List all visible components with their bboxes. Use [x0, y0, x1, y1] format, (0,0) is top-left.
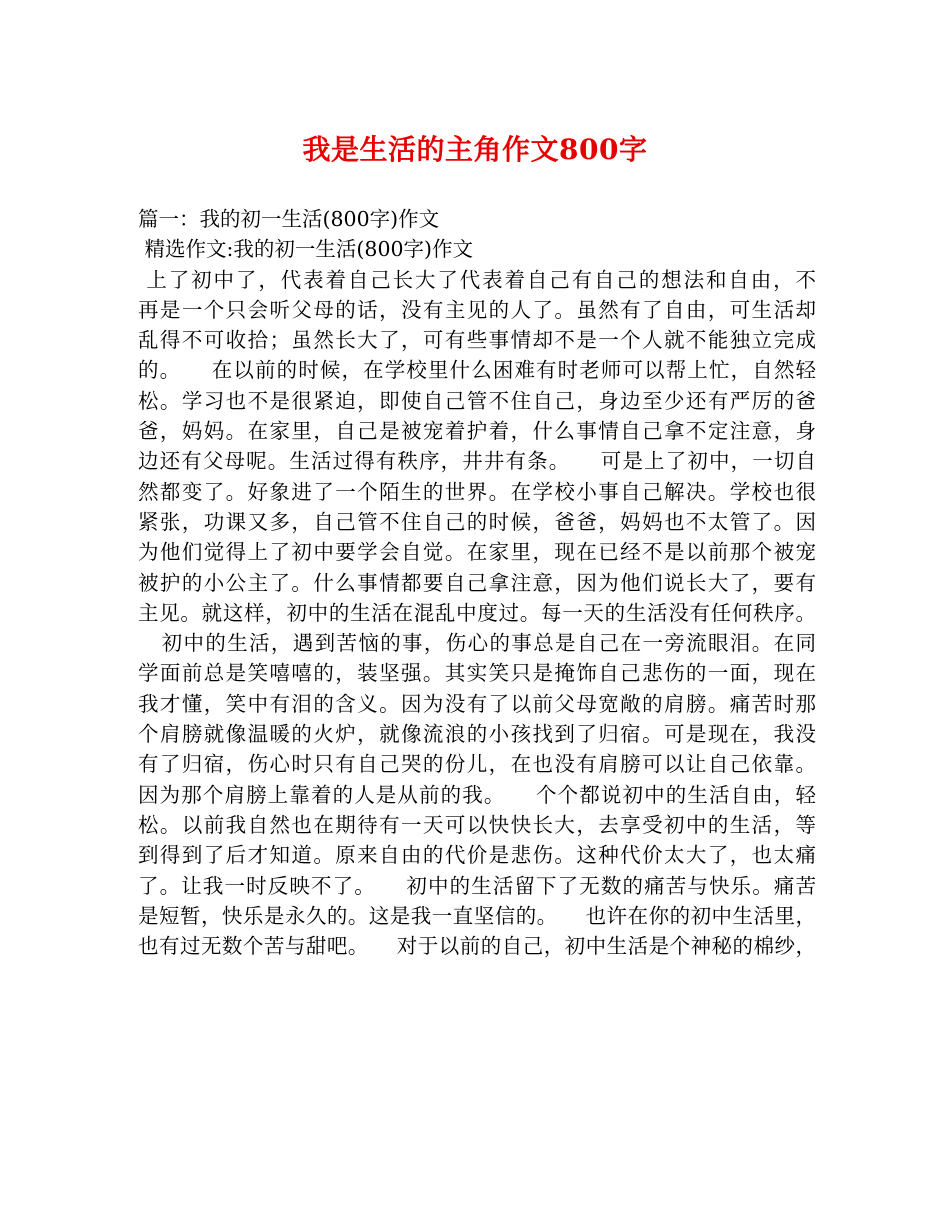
body-line: 学面前总是笑嘻嘻的，装坚强。其实笑只是掩饰自己悲伤的一面，现在 — [138, 661, 816, 686]
body-line: 被护的小公主了。什么事情都要自己拿注意，因为他们说长大了，要有 — [138, 570, 816, 595]
document-title: 我是生活的主角作文800字 — [302, 133, 648, 166]
body-line: 紧张，功课又多，自己管不住自己的时候，爸爸，妈妈也不太管了。因 — [138, 509, 816, 534]
body-line: 到得到了后才知道。原来自由的代价是悲伤。这种代价太大了，也太痛 — [138, 843, 816, 868]
body-line: 我才懂，笑中有泪的含义。因为没有了以前父母宽敞的肩膀。痛苦时那 — [138, 691, 816, 716]
body-line: 然都变了。好象进了一个陌生的世界。在学校小事自己解决。学校也很 — [138, 479, 816, 504]
document-body — [138, 204, 816, 961]
body-line: 松。以前我自然也在期待有一天可以快快长大，去享受初中的生活，等 — [138, 812, 816, 837]
body-line: 上了初中了，代表着自己长大了代表着自己有自己的想法和自由，不 — [138, 267, 816, 292]
body-line: 个肩膀就像温暖的火炉，就像流浪的小孩找到了归宿。可是现在，我没 — [138, 722, 816, 747]
body-line: 有了归宿，伤心时只有自己哭的份儿，在也没有肩膀可以让自己依靠。 — [138, 752, 816, 777]
body-line: 篇一：我的初一生活(800字)作文 — [138, 207, 440, 231]
body-line: 乱得不可收拾；虽然长大了，可有些事情却不是一个人就不能独立完成 — [138, 328, 816, 353]
body-line: 松。学习也不是很紧迫，即使自己管不住自己，身边至少还有严厉的爸 — [138, 388, 816, 413]
body-line: 了。让我一时反映不了。 初中的生活留下了无数的痛苦与快乐。痛苦 — [138, 873, 816, 898]
body-line: 也有过无数个苦与甜吧。 对于以前的自己，初中生活是个神秘的棉纱， — [138, 934, 816, 959]
body-line: 初中的生活，遇到苦恼的事，伤心的事总是自己在一旁流眼泪。在同 — [138, 631, 816, 656]
body-line: 爸，妈妈。在家里，自己是被宠着护着，什么事情自己拿不定注意，身 — [138, 419, 816, 444]
body-line: 主见。就这样，初中的生活在混乱中度过。每一天的生活没有任何秩序。 — [138, 600, 816, 625]
body-line: 是短暂，快乐是永久的。这是我一直坚信的。 也许在你的初中生活里， — [138, 903, 816, 928]
body-line: 再是一个只会听父母的话，没有主见的人了。虽然有了自由，可生活却 — [138, 297, 816, 322]
body-line: 的。 在以前的时候，在学校里什么困难有时老师可以帮上忙，自然轻 — [138, 358, 816, 383]
body-line: 边还有父母呢。生活过得有秩序，井井有条。 可是上了初中，一切自 — [138, 449, 816, 474]
body-line: 为他们觉得上了初中要学会自觉。在家里，现在已经不是以前那个被宠 — [138, 540, 816, 565]
body-line: 因为那个肩膀上靠着的人是从前的我。 个个都说初中的生活自由，轻 — [138, 782, 816, 807]
body-line: 精选作文:我的初一生活(800字)作文 — [138, 237, 474, 262]
